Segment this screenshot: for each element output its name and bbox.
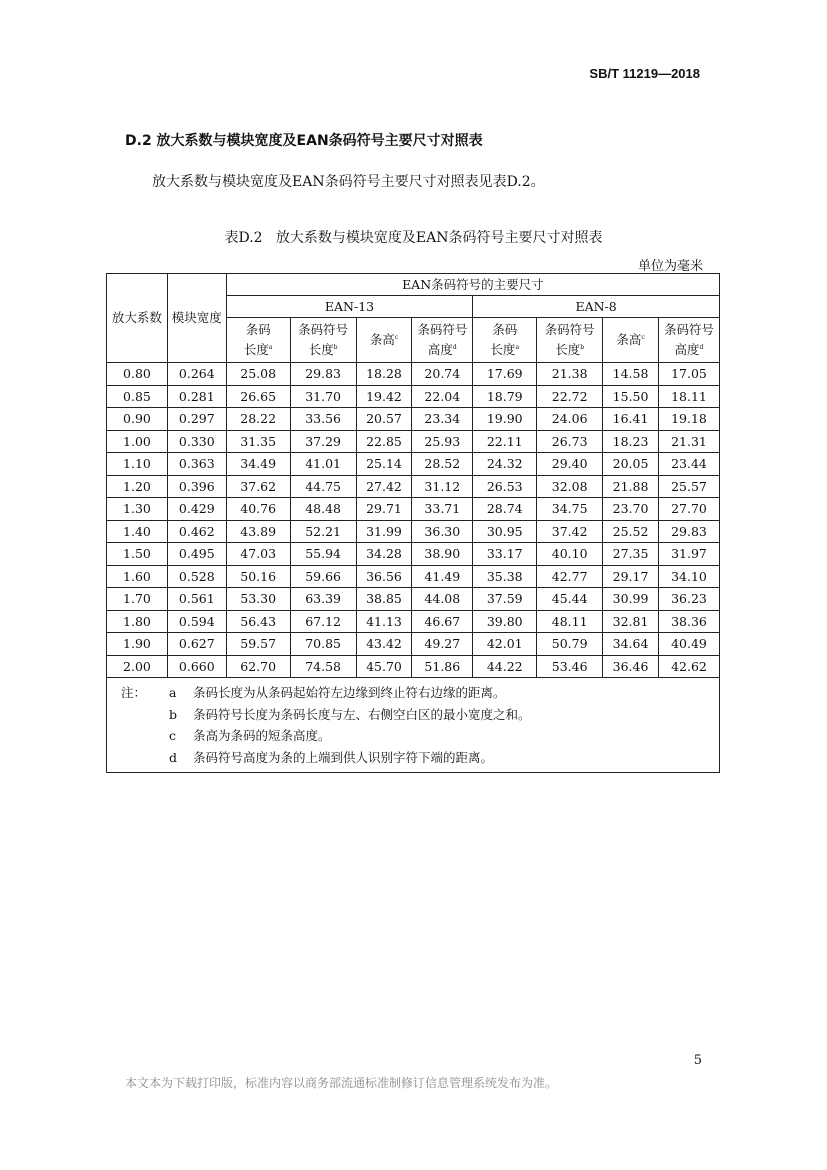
table-cell: 30.99: [603, 588, 659, 611]
table-cell: 25.52: [603, 520, 659, 543]
table-cell: 45.70: [356, 655, 412, 678]
header-group: EAN条码符号的主要尺寸: [226, 274, 719, 296]
subheader-ean8-a: [473, 318, 537, 363]
table-cell: 14.58: [603, 363, 659, 386]
table-cell: 17.69: [473, 363, 537, 386]
table-row: [107, 520, 720, 543]
table-cell: 59.66: [290, 565, 356, 588]
table-row: [107, 475, 720, 498]
table-cell: 0.264: [167, 363, 226, 386]
table-cell: 67.12: [290, 610, 356, 633]
table-cell: 21.88: [603, 475, 659, 498]
note-item: [121, 725, 719, 747]
table-cell: 33.71: [412, 498, 473, 521]
table-cell: 0.429: [167, 498, 226, 521]
subheader-line1: 条码符号: [663, 322, 714, 337]
table-row: [107, 655, 720, 678]
table-cell: 16.41: [603, 408, 659, 431]
table-cell: 70.85: [290, 633, 356, 656]
table-cell: 1.60: [107, 565, 168, 588]
table-cell: 40.76: [226, 498, 290, 521]
table-cell: 42.62: [658, 655, 719, 678]
table-cell: 29.83: [290, 363, 356, 386]
table-cell: 19.18: [658, 408, 719, 431]
header-ean13: EAN-13: [226, 296, 473, 318]
note-item: [121, 704, 719, 726]
table-cell: 33.17: [473, 543, 537, 566]
table-cell: 0.90: [107, 408, 168, 431]
table-cell: 27.42: [356, 475, 412, 498]
table-cell: 1.40: [107, 520, 168, 543]
footnote-mark: b: [333, 343, 338, 351]
footnote-mark: c: [394, 333, 399, 341]
table-cell: 43.89: [226, 520, 290, 543]
table-row: [107, 385, 720, 408]
table-cell: 28.52: [412, 453, 473, 476]
table-cell: 31.35: [226, 430, 290, 453]
table-cell: 26.65: [226, 385, 290, 408]
table-cell: 1.70: [107, 588, 168, 611]
subheader-ean13-a: [226, 318, 290, 363]
document-code: SB/T 11219—2018: [589, 66, 700, 81]
subheader-line2: 长度: [490, 342, 516, 357]
subheader-line2: 长度: [308, 342, 334, 357]
table-cell: 47.03: [226, 543, 290, 566]
subheader-line1: 条码符号: [544, 322, 595, 337]
table-cell: 1.20: [107, 475, 168, 498]
table-cell: 42.01: [473, 633, 537, 656]
table-cell: 25.14: [356, 453, 412, 476]
table-cell: 32.81: [603, 610, 659, 633]
table-cell: 31.97: [658, 543, 719, 566]
table-cell: 20.57: [356, 408, 412, 431]
table-cell: 0.363: [167, 453, 226, 476]
table-cell: 29.40: [537, 453, 603, 476]
table-cell: 35.38: [473, 565, 537, 588]
table-cell: 32.08: [537, 475, 603, 498]
table-row: [107, 588, 720, 611]
section-intro: 放大系数与模块宽度及EAN条码符号主要尺寸对照表见表D.2。: [152, 174, 545, 190]
table-cell: 29.71: [356, 498, 412, 521]
table-cell: 20.05: [603, 453, 659, 476]
table-cell: 31.70: [290, 385, 356, 408]
subheader-line2: 高度: [427, 342, 453, 357]
table-cell: 22.85: [356, 430, 412, 453]
table-cell: 1.80: [107, 610, 168, 633]
table-cell: 31.12: [412, 475, 473, 498]
table-cell: 43.42: [356, 633, 412, 656]
table-cell: 26.73: [537, 430, 603, 453]
table-cell: 19.42: [356, 385, 412, 408]
footnote-mark: d: [452, 343, 457, 351]
note-text: 条码符号高度为条的上端到供人识别字符下端的距离。: [193, 749, 494, 765]
table-cell: 40.49: [658, 633, 719, 656]
table-cell: 0.281: [167, 385, 226, 408]
table-cell: 45.44: [537, 588, 603, 611]
table-cell: 44.08: [412, 588, 473, 611]
table-cell: 18.28: [356, 363, 412, 386]
table-cell: 27.70: [658, 498, 719, 521]
table-cell: 38.85: [356, 588, 412, 611]
table-cell: 34.28: [356, 543, 412, 566]
table-cell: 18.11: [658, 385, 719, 408]
subheader-line2: 长度: [243, 342, 269, 357]
subheader-line1: 条码符号: [417, 322, 468, 337]
table-cell: 48.48: [290, 498, 356, 521]
table-row: [107, 453, 720, 476]
table-cell: 34.64: [603, 633, 659, 656]
table-cell: 59.57: [226, 633, 290, 656]
subheader-ean13-c: [356, 318, 412, 363]
subheader-ean13-b: [290, 318, 356, 363]
section-title: D.2 放大系数与模块宽度及EAN条码符号主要尺寸对照表: [125, 133, 483, 149]
table-cell: 41.13: [356, 610, 412, 633]
table-cell: 52.21: [290, 520, 356, 543]
note-key: b: [169, 706, 178, 722]
table-cell: 18.23: [603, 430, 659, 453]
subheader-line1: 条高: [616, 332, 642, 347]
table-row: [107, 565, 720, 588]
table-cell: 0.561: [167, 588, 226, 611]
table-cell: 26.53: [473, 475, 537, 498]
table-cell: 21.38: [537, 363, 603, 386]
table-cell: 51.86: [412, 655, 473, 678]
table-row: [107, 498, 720, 521]
table-cell: 1.00: [107, 430, 168, 453]
page-number: 5: [693, 1053, 702, 1068]
table-cell: 29.17: [603, 565, 659, 588]
table-cell: 0.462: [167, 520, 226, 543]
table-cell: 0.660: [167, 655, 226, 678]
table-cell: 56.43: [226, 610, 290, 633]
table-cell: 0.396: [167, 475, 226, 498]
table-cell: 23.44: [658, 453, 719, 476]
table-cell: 24.32: [473, 453, 537, 476]
table-cell: 44.22: [473, 655, 537, 678]
table-cell: 0.528: [167, 565, 226, 588]
table-cell: 38.36: [658, 610, 719, 633]
table-cell: 49.27: [412, 633, 473, 656]
table-cell: 22.72: [537, 385, 603, 408]
table-cell: 0.594: [167, 610, 226, 633]
note-key: d: [169, 749, 178, 765]
table-cell: 46.67: [412, 610, 473, 633]
table-cell: 23.34: [412, 408, 473, 431]
table-cell: 33.56: [290, 408, 356, 431]
table-cell: 36.23: [658, 588, 719, 611]
table-cell: 0.80: [107, 363, 168, 386]
subheader-line2: 长度: [555, 342, 581, 357]
note-key: a: [169, 685, 177, 700]
table-row: [107, 543, 720, 566]
table-cell: 44.75: [290, 475, 356, 498]
subheader-line1: 条码: [492, 322, 518, 337]
table-cell: 28.22: [226, 408, 290, 431]
table-row: [107, 633, 720, 656]
table-cell: 1.30: [107, 498, 168, 521]
table-cell: 29.83: [658, 520, 719, 543]
header-factor: 放大系数: [107, 274, 168, 363]
table-cell: 50.79: [537, 633, 603, 656]
unit-label: 单位为毫米: [637, 259, 703, 274]
subheader-line1: 条码符号: [298, 322, 349, 337]
table-cell: 37.29: [290, 430, 356, 453]
table-cell: 42.77: [537, 565, 603, 588]
table-cell: 53.30: [226, 588, 290, 611]
subheader-ean8-d: [658, 318, 719, 363]
note-text: 条高为条码的短条高度。: [193, 728, 331, 743]
table-cell: 50.16: [226, 565, 290, 588]
note-item: [121, 747, 719, 769]
footnote-mark: c: [641, 333, 645, 341]
table-cell: 48.11: [537, 610, 603, 633]
table-cell: 22.11: [473, 430, 537, 453]
subheader-ean8-b: [537, 318, 603, 363]
table-cell: 30.95: [473, 520, 537, 543]
table-cell: 20.74: [412, 363, 473, 386]
table-cell: 62.70: [226, 655, 290, 678]
table-cell: 34.75: [537, 498, 603, 521]
subheader-ean13-d: [412, 318, 473, 363]
table-notes: [107, 678, 720, 773]
footnote-mark: a: [515, 343, 520, 351]
subheader-line2: 高度: [674, 342, 700, 357]
table-cell: 1.90: [107, 633, 168, 656]
table-cell: 28.74: [473, 498, 537, 521]
footnote-mark: a: [268, 343, 273, 351]
table-cell: 24.06: [537, 408, 603, 431]
table-cell: 23.70: [603, 498, 659, 521]
table-cell: 19.90: [473, 408, 537, 431]
note-text: 条码长度为从条码起始符左边缘到终止符右边缘的距离。: [193, 685, 506, 700]
table-cell: 25.08: [226, 363, 290, 386]
table-cell: 40.10: [537, 543, 603, 566]
table-cell: 21.31: [658, 430, 719, 453]
table-caption: 表D.2 放大系数与模块宽度及EAN条码符号主要尺寸对照表: [224, 230, 603, 246]
table-cell: 0.495: [167, 543, 226, 566]
table-cell: 36.46: [603, 655, 659, 678]
table-cell: 41.01: [290, 453, 356, 476]
table-cell: 1.10: [107, 453, 168, 476]
table-cell: 0.85: [107, 385, 168, 408]
table-cell: 0.330: [167, 430, 226, 453]
table-cell: 15.50: [603, 385, 659, 408]
table-cell: 37.59: [473, 588, 537, 611]
footnote-mark: d: [699, 343, 704, 351]
table-cell: 38.90: [412, 543, 473, 566]
table-row: [107, 408, 720, 431]
table-cell: 0.627: [167, 633, 226, 656]
table-cell: 63.39: [290, 588, 356, 611]
header-ean8: EAN-8: [473, 296, 720, 318]
table-row: [107, 610, 720, 633]
table-cell: 27.35: [603, 543, 659, 566]
table-cell: 2.00: [107, 655, 168, 678]
table-cell: 39.80: [473, 610, 537, 633]
table-cell: 41.49: [412, 565, 473, 588]
table-cell: 22.04: [412, 385, 473, 408]
table-cell: 25.57: [658, 475, 719, 498]
table-cell: 36.56: [356, 565, 412, 588]
table-row: [107, 430, 720, 453]
table-cell: 34.49: [226, 453, 290, 476]
table-cell: 36.30: [412, 520, 473, 543]
table-cell: 31.99: [356, 520, 412, 543]
table-cell: 17.05: [658, 363, 719, 386]
table-cell: 37.42: [537, 520, 603, 543]
table-row: [107, 363, 720, 386]
table-cell: 37.62: [226, 475, 290, 498]
dimension-table: [106, 273, 720, 773]
table-cell: 0.297: [167, 408, 226, 431]
table-cell: 34.10: [658, 565, 719, 588]
footnote-mark: b: [580, 343, 585, 351]
header-module-width: 模块宽度: [167, 274, 226, 363]
notes-label: 注：: [121, 685, 147, 700]
subheader-line1: 条码: [245, 322, 271, 337]
note-text: 条码符号长度为条码长度与左、右侧空白区的最小宽度之和。: [193, 706, 531, 722]
table-cell: 25.93: [412, 430, 473, 453]
note-item: [121, 682, 719, 704]
table-cell: 1.50: [107, 543, 168, 566]
subheader-line1: 条高: [369, 332, 395, 347]
note-key: c: [169, 728, 177, 743]
table-cell: 53.46: [537, 655, 603, 678]
footer-notice: 本文本为下载打印版，标准内容以商务部流通标准制修订信息管理系统发布为准。: [125, 1076, 558, 1090]
subheader-ean8-c: [603, 318, 659, 363]
table-cell: 55.94: [290, 543, 356, 566]
table-cell: 18.79: [473, 385, 537, 408]
table-cell: 74.58: [290, 655, 356, 678]
